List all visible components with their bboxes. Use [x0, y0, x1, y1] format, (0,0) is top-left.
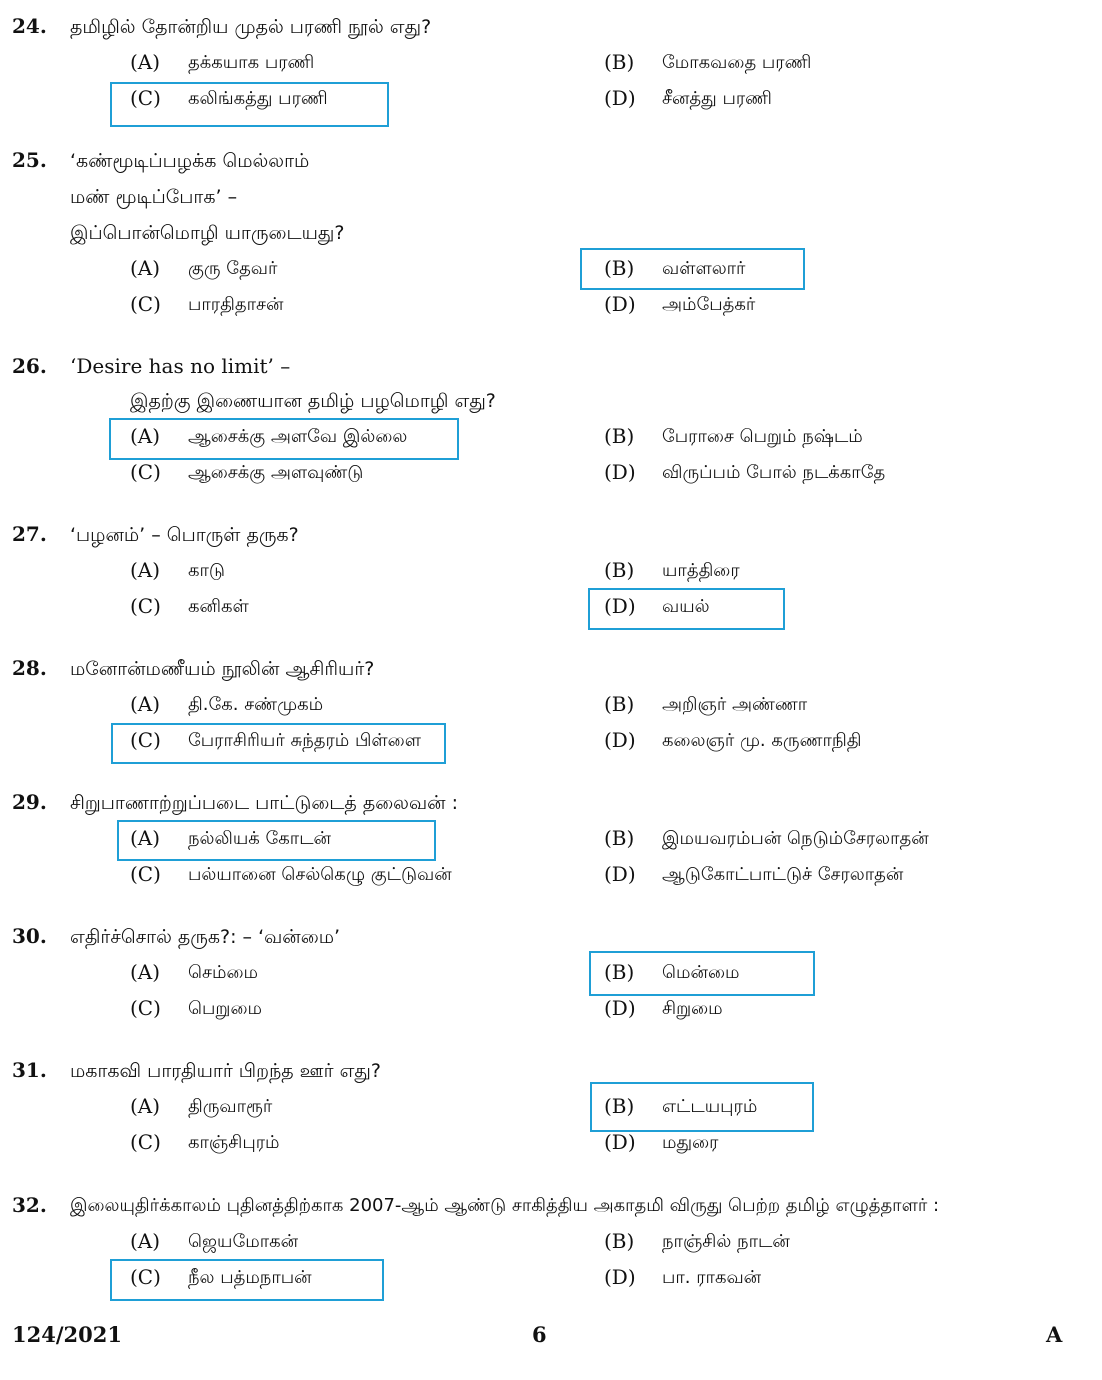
question-text: தமிழில் தோன்றிய முதல் பரணி நூல் எது? — [70, 16, 432, 38]
option-label: (C) — [130, 292, 161, 316]
option-label: (D) — [604, 728, 636, 752]
option-text: மதுரை — [662, 1132, 719, 1153]
answer-highlight-box — [588, 588, 785, 630]
option-text: கனிகள் — [188, 596, 249, 617]
answer-highlight-box — [110, 1259, 384, 1301]
option-label: (B) — [604, 960, 635, 984]
option-text: வயல் — [662, 596, 710, 617]
option-text: மோகவதை பரணி — [662, 52, 812, 73]
option-label: (A) — [130, 256, 161, 280]
option-text: வள்ளலார் — [662, 258, 746, 279]
question-number: 29. — [12, 790, 47, 814]
option-label: (B) — [604, 692, 635, 716]
question-text: எதிர்ச்சொல் தருக?: – ‘வன்மை’ — [70, 926, 341, 948]
option-text: பா. ராகவன் — [662, 1267, 762, 1288]
answer-highlight-box — [580, 248, 805, 290]
question-number: 31. — [12, 1058, 47, 1082]
option-label: (D) — [604, 1265, 636, 1289]
option-text: சிறுமை — [662, 998, 723, 1019]
option-label: (A) — [130, 692, 161, 716]
answer-highlight-box — [111, 723, 446, 764]
option-label: (D) — [604, 460, 636, 484]
option-text: நாஞ்சில் நாடன் — [662, 1231, 790, 1252]
option-text: ஆடுகோட்பாட்டுச் சேரலாதன் — [662, 864, 904, 885]
option-label: (D) — [604, 594, 636, 618]
option-label: (B) — [604, 1094, 635, 1118]
option-text: பேராசை பெறும் நஷ்டம் — [662, 426, 863, 447]
question-text: இலையுதிர்க்காலம் புதினத்திற்காக 2007-ஆம் ஆண்டு சாகித்திய அகாதமி விருது பெற்ற தமிழ் எழுத்தாளர் : — [70, 1195, 940, 1216]
option-label: (A) — [130, 1094, 161, 1118]
question-text: ‘Desire has no limit’ – — [70, 354, 291, 378]
option-label: (B) — [604, 50, 635, 74]
question-text: ‘பழனம்’ – பொருள் தருக? — [70, 524, 299, 546]
option-text: ஆசைக்கு அளவே இல்லை — [188, 426, 408, 447]
option-text: பல்யானை செல்கெழு குட்டுவன் — [188, 864, 452, 885]
option-text: மென்மை — [662, 962, 740, 983]
question-number: 30. — [12, 924, 47, 948]
option-label: (C) — [130, 1130, 161, 1154]
option-label: (A) — [130, 826, 161, 850]
option-text: தக்கயாக பரணி — [188, 52, 315, 73]
option-label: (D) — [604, 292, 636, 316]
option-text: திருவாரூர் — [188, 1096, 273, 1117]
question-number: 25. — [12, 148, 47, 172]
option-text: பேராசிரியர் சுந்தரம் பிள்ளை — [188, 730, 421, 751]
option-label: (A) — [130, 558, 161, 582]
option-text: ஆசைக்கு அளவுண்டு — [188, 462, 364, 483]
option-text: நல்லியக் கோடன் — [188, 828, 331, 849]
option-label: (C) — [130, 728, 161, 752]
option-label: (A) — [130, 424, 161, 448]
question-text: மகாகவி பாரதியார் பிறந்த ஊர் எது? — [70, 1060, 381, 1082]
option-text: யாத்திரை — [662, 560, 740, 581]
question-number: 28. — [12, 656, 47, 680]
option-text: இமயவரம்பன் நெடும்சேரலாதன் — [662, 828, 929, 849]
question-number: 32. — [12, 1193, 47, 1217]
option-label: (D) — [604, 996, 636, 1020]
page-number: 6 — [532, 1322, 547, 1347]
option-text: விருப்பம் போல் நடக்காதே — [662, 462, 886, 483]
answer-highlight-box — [589, 951, 815, 996]
option-label: (B) — [604, 558, 635, 582]
option-text: எட்டயபுரம் — [662, 1096, 758, 1117]
option-text: செம்மை — [188, 962, 258, 983]
option-label: (C) — [130, 86, 161, 110]
option-label: (B) — [604, 424, 635, 448]
question-text: இப்பொன்மொழி யாருடையது? — [70, 222, 345, 244]
option-label: (D) — [604, 862, 636, 886]
option-text: காஞ்சிபுரம் — [188, 1132, 280, 1153]
paper-code: 124/2021 — [12, 1322, 122, 1347]
option-text: காடு — [188, 560, 225, 581]
option-text: பெறுமை — [188, 998, 262, 1019]
answer-highlight-box — [117, 820, 436, 861]
answer-highlight-box — [109, 418, 459, 460]
option-text: தி.கே. சண்முகம் — [188, 694, 324, 715]
series-letter: A — [1046, 1322, 1063, 1347]
option-text: கலிங்கத்து பரணி — [188, 88, 328, 109]
option-label: (C) — [130, 1265, 161, 1289]
question-text: மனோன்மணீயம் நூலின் ஆசிரியர்? — [70, 658, 375, 680]
option-label: (A) — [130, 50, 161, 74]
option-label: (C) — [130, 460, 161, 484]
answer-highlight-box — [110, 82, 389, 127]
question-text: சிறுபாணாற்றுப்படை பாட்டுடைத் தலைவன் : — [70, 792, 459, 814]
option-label: (B) — [604, 826, 635, 850]
question-number: 24. — [12, 14, 47, 38]
option-text: கலைஞர் மு. கருணாநிதி — [662, 730, 862, 751]
option-label: (B) — [604, 256, 635, 280]
option-label: (A) — [130, 1229, 161, 1253]
question-number: 26. — [12, 354, 47, 378]
option-label: (A) — [130, 960, 161, 984]
question-number: 27. — [12, 522, 47, 546]
option-label: (B) — [604, 1229, 635, 1253]
option-text: அறிஞர் அண்ணா — [662, 694, 808, 715]
option-text: அம்பேத்கர் — [662, 294, 756, 315]
option-label: (D) — [604, 86, 636, 110]
option-text: ஜெயமோகன் — [188, 1231, 299, 1252]
option-label: (C) — [130, 862, 161, 886]
option-text: குரு தேவர் — [188, 258, 278, 279]
option-label: (D) — [604, 1130, 636, 1154]
answer-highlight-box — [590, 1082, 814, 1132]
option-text: பாரதிதாசன் — [188, 294, 284, 315]
question-text: ‘கண்மூடிப்பழக்க மெல்லாம் — [70, 150, 310, 172]
option-label: (C) — [130, 996, 161, 1020]
option-label: (C) — [130, 594, 161, 618]
question-text: இதற்கு இணையான தமிழ் பழமொழி எது? — [130, 390, 496, 412]
question-text: மண் மூடிப்போக’ – — [70, 186, 238, 208]
option-text: சீனத்து பரணி — [662, 88, 772, 109]
option-text: நீல பத்மநாபன் — [188, 1267, 312, 1288]
